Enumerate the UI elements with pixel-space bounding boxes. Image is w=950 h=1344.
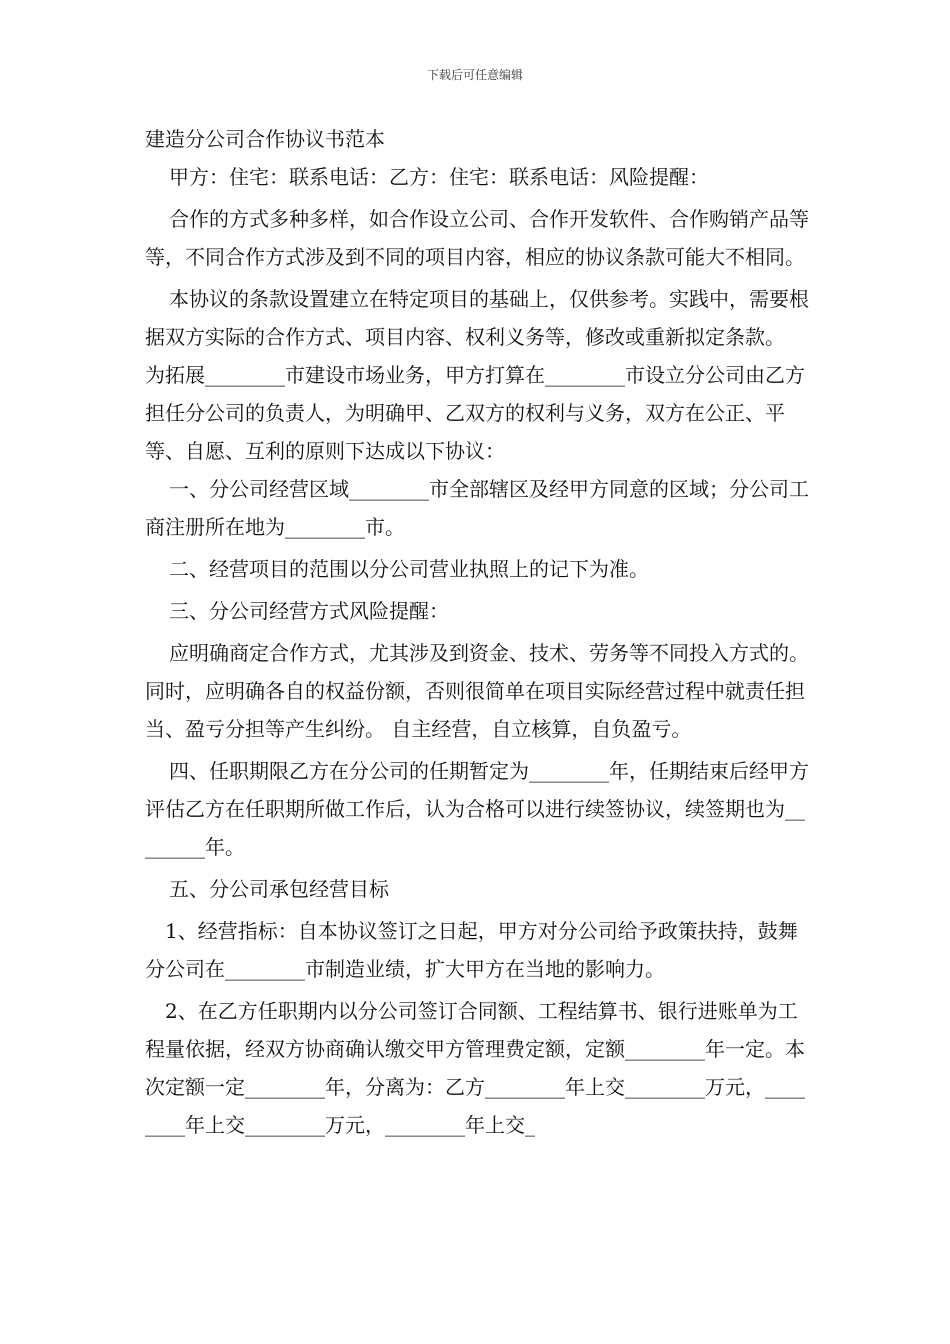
document-body <box>145 120 810 1144</box>
paragraph-agreement-basis: 本协议的条款设置建立在特定项目的基础上，仅供参考。实践中，需要根据双方实际的合作方式、项目内容、权利义务等，修改或重新拟定条款。 为拓展________市建设市场业务，甲方打算在________市设立分公司由乙方担任分公司的负责人，为明确甲、乙双方的权利与义务，双方在公正、平等、自愿、互利的原则下达成以下协议： <box>145 287 809 463</box>
target-2-management-fee: 2、在乙方任职期内以分公司签订合同额、工程结算书、银行进账单为工程量依据，经双方协商确认缴交甲方管理费定额，定额________年一定。本次定额一定________年，分离为：乙方________年上交________万元，________年上交________万元，________年上交_ <box>145 999 805 1137</box>
target-1-business-indicators: 1、经营指标：自本协议签订之日起，甲方对分公司给予政策扶持，鼓舞分公司在________市制造业绩，扩大甲方在当地的影响力。 <box>145 919 798 981</box>
document-title: 建造分公司合作协议书范本 <box>145 127 385 151</box>
paragraph-risk-reminder: 应明确商定合作方式，尤其涉及到资金、技术、劳务等不同投入方式的。同时，应明确各自的权益份额，否则很简单在项目实际经营过程中就责任担当、盈亏分担等产生纠纷。 自主经营，自立核算，自负盈亏。 <box>145 641 809 741</box>
paragraph-cooperation-methods: 合作的方式多种多样，如合作设立公司、合作开发软件、合作购销产品等等，不同合作方式涉及到不同的项目内容，相应的协议条款可能大不相同。 <box>145 207 809 269</box>
clause-4-term: 四、任职期限乙方在分公司的任期暂定为________年，任期结束后经甲方评估乙方在任职期所做工作后，认为合格可以进行续签协议，续签期也为________年。 <box>145 759 809 859</box>
clause-5-targets: 五、分公司承包经营目标 <box>169 877 389 901</box>
clause-1-business-area: 一、分公司经营区域________市全部辖区及经甲方同意的区域；分公司工商注册所在地为________市。 <box>145 477 809 539</box>
clause-2-business-scope: 二、经营项目的范围以分公司营业执照上的记下为准。 <box>169 557 649 581</box>
parties-line: 甲方：住宅：联系电话：乙方：住宅：联系电话：风险提醒： <box>169 165 709 189</box>
clause-3-operation-mode: 三、分公司经营方式风险提醒： <box>169 599 449 623</box>
page-header: 下载后可任意编辑 <box>426 68 523 82</box>
